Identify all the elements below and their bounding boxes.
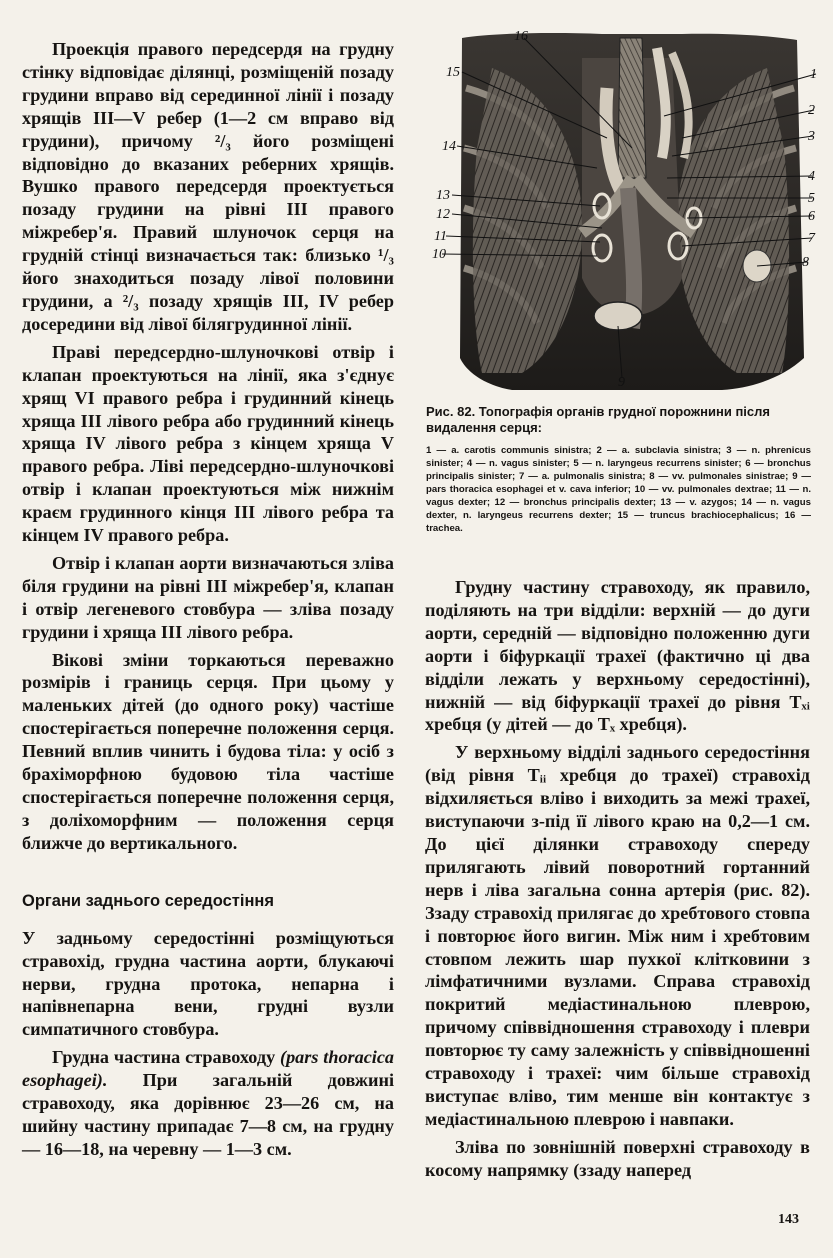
cava-inferior (594, 302, 642, 330)
paragraph: Проекція правого передсердя на грудну стінку відповідає ділянці, розміщеній позаду грудини вправо від серединної лінії і позаду хрящів III—V ребер (1—2 см вправо від грудини), причому ²/₃ його розміщені відповідно до вказаних реберних хрящів. Вушко правого передсердя проектується позаду грудини на рівні III правого міжребер'я. Правий шлуночок серця на грудній стінці визначається так: близько ¹/₃ його знаходиться позаду лівої половини грудини, а ²/₃ позаду хрящів III, IV ребер досередини від лівої білягрудинної лінії. (22, 39, 394, 334)
figure-label: 11 (434, 229, 447, 244)
figure-label: 14 (442, 139, 456, 154)
paragraph-text: При загальній довжині стравоходу, яка дорівнює 23—26 см, на шийну частину припадає 7—8 см, на грудну — 16—18, на черевну — 1—3 см. (22, 1070, 394, 1159)
paragraph: У верхньому відділі заднього середостіння (від рівня Tᵢᵢ хребця до трахеї) стравохід відхиляється вліво і виходить за межі трахеї, виступаючи з-під її лівого краю на 0,2—1 см. До цієї ділянки стравоходу спереду прилягають лівий поворотний гортанний нерв і ліва загальна сонна артерія (рис. 82). Ззаду стравохід прилягає до хребтового стовпа і повторює його вигин. Між ним і хребтовим стовпом лежить шар пухкої клітковини з лімфатичними вузлами. Справа стравохід покритий медіастинальною плеврою, причому співвідношення стравоходу і плеври повторює ту саму залежність у співвідношенні стравоходу і трахеї: чим більше стравохід виступає вліво, тим менше він контактує з медіастинальною плеврою і навпаки. (425, 742, 810, 1129)
figure-label: 6 (808, 209, 815, 224)
paragraph: Отвір і клапан аорти визначаються зліва біля грудини на рівні III міжребер'я, клапан і отвір легеневого стовбура — зліва позаду грудини і хряща III лівого ребра. (22, 552, 394, 642)
figure-label: 5 (808, 191, 815, 206)
page-number: 143 (778, 1212, 799, 1227)
anatomical-figure (432, 28, 822, 402)
caption-legend: 1 — a. carotis communis sinistra; 2 — a. subclavia sinistra; 3 — n. phrenicus sinister; 4 — n. vagus sinister; 5 — n. laryngeus recurrens sinister; 6 — bronchus principalis sinister; 7 — a. pulmonalis sinistra; 8 — vv. pulmonales sinistrae; 9 — pars thoracica esophagei et v. cava inferior; 10 — vv. pulmonales dextrae; 11 — n. vagus dexter; 12 — bronchus principalis dexter; 13 — v. azygos; 14 — n. vagus dexter, n. laryngeus recurrens dexter; 15 — truncus brachiocephalicus; 16 — trachea. (426, 445, 811, 534)
figure-caption (426, 404, 811, 535)
figure-label: 4 (808, 169, 815, 184)
thorax-illustration (432, 28, 822, 402)
figure-label: 2 (808, 103, 815, 118)
latin-term: (pars thoracica esophagei). (22, 1047, 395, 1091)
figure-label: 10 (432, 247, 446, 262)
caption-title: Рис. 82. Топографія органів грудної порожнини після видалення серця: (426, 404, 770, 435)
trachea (618, 38, 646, 178)
left-text-column (22, 38, 394, 1161)
paragraph: Грудну частину стравоходу, як правило, поділяють на три відділи: верхній — до дуги аорти, середній — відповідно положенню дуги аорти і біфуркації трахеї (фактично ці два відділи лежать у верхньому середостінні), нижній — від біфуркації трахеї до рівня Tₓᵢ хребця (у дітей — до Tₓ хребця). (425, 577, 810, 735)
figure-label: 8 (802, 255, 809, 270)
paragraph: У задньому середостінні розміщуються стравохід, грудна частина аорти, блукаючі нерви, грудна протока, непарна і напівнепарна вени, грудні вузли симпатичного стовбура. (22, 927, 394, 1040)
figure-label: 9 (618, 375, 625, 390)
paragraph: Праві передсердно-шлуночкові отвір і клапан проектуються на лінії, яка з'єднує хрящ VI правого ребра і грудинний кінець хряща III лівого ребра або грудинний кінець хряща IV лівого ребра з кінцем хряща V правого ребра. Ліві передсердно-шлуночкові отвір і клапан проектуються між нижнім краєм грудинного кінця III лівого ребра та кінцем IV правого ребра. (22, 341, 394, 546)
term: Грудна частина стравоходу (52, 1047, 276, 1068)
figure-label: 3 (808, 129, 815, 144)
figure-label: 7 (808, 231, 815, 246)
figure-label: 16 (514, 29, 528, 44)
paragraph: Вікові зміни торкаються переважно розмірів і границь серця. При цьому у маленьких дітей (до одного року) частіше спостерігається поперечне положення серця. Певний вплив чинить і будова тіла: у осіб з брахіморфною будовою тіла частіше спостерігається поперечне положення серця, з доліхоморфним — положення серця ближче до вертикального. (22, 649, 394, 853)
figure-label: 12 (436, 207, 450, 222)
paragraph (22, 1046, 394, 1161)
figure-label: 15 (446, 65, 460, 80)
right-text-column (425, 576, 810, 1182)
figure-label: 1 (810, 67, 817, 82)
section-heading: Органи заднього середостіння (22, 890, 274, 910)
figure-label: 13 (436, 188, 450, 203)
paragraph: Зліва по зовнішній поверхні стравоходу в косому напрямку (ззаду наперед (425, 1136, 810, 1180)
